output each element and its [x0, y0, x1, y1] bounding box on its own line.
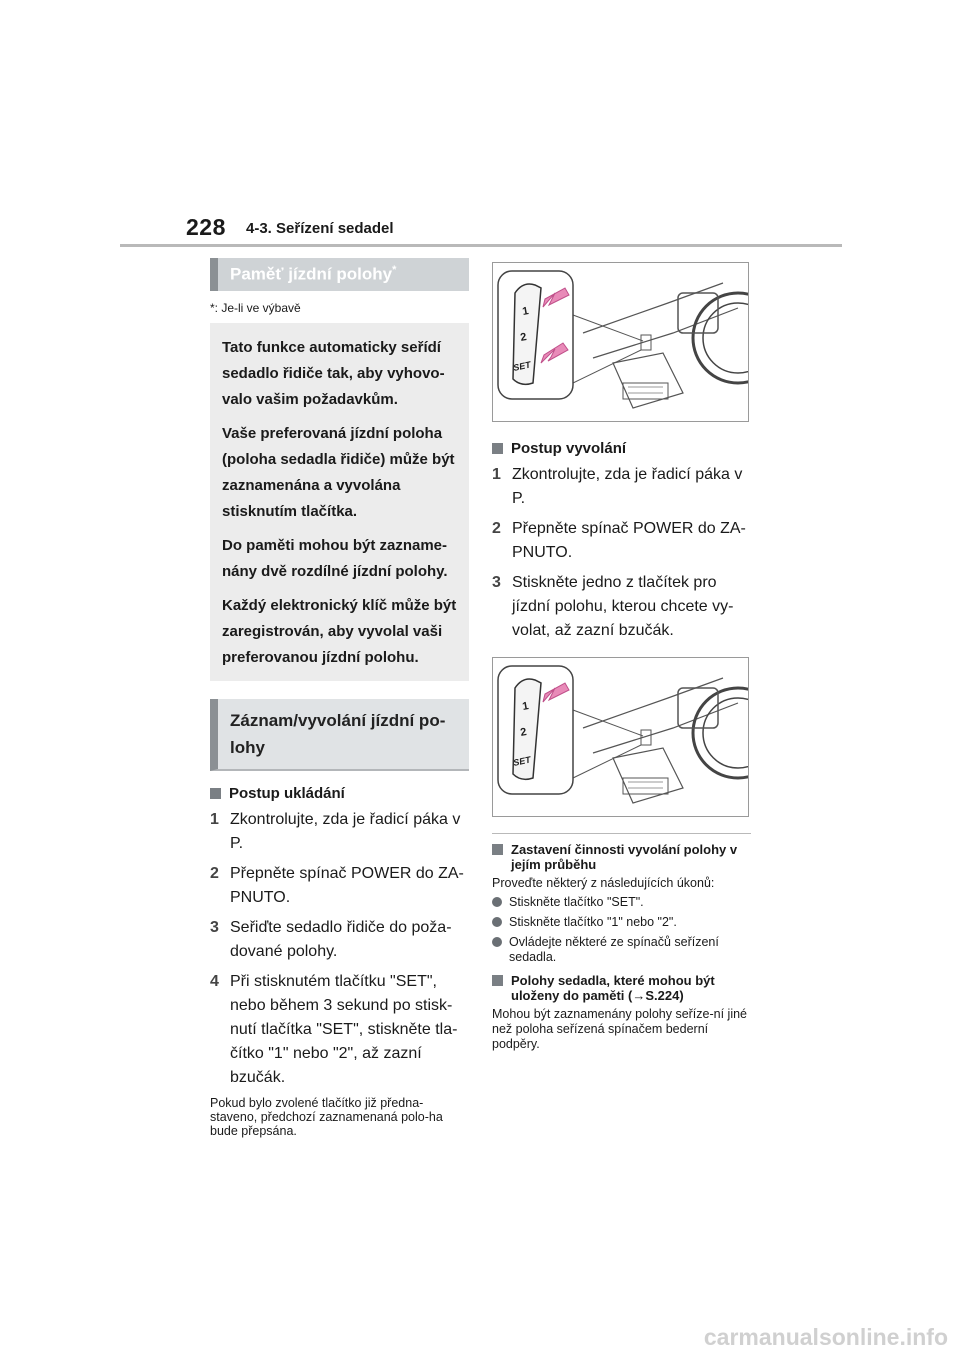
- step-text: Přepněte spínač POWER do ZA-PNUTO.: [230, 864, 464, 906]
- step-item: [210, 862, 469, 910]
- step-item: [492, 463, 751, 511]
- save-steps: [210, 808, 469, 1090]
- summary-para: Tato funkce automaticky seřídí sedadlo řidiče tak, aby vyhovo-valo vašim požadavkům.: [222, 338, 445, 408]
- step-item: [492, 571, 751, 643]
- summary-para: Každý elektronický klíč může být zaregistrován, aby vyvolal vaši preferovanou jízdní polohu.: [222, 596, 457, 666]
- step-number: 1: [492, 466, 501, 483]
- equipment-footnote: *: Je-li ve výbavě: [210, 300, 301, 315]
- square-bullet-icon: [210, 788, 221, 799]
- recall-procedure-heading: [492, 440, 751, 457]
- summary-para: Do paměti mohou být zazname-nány dvě rozdílné jízdní polohy.: [222, 536, 448, 580]
- step-text: Seřiďte sedadlo řidiče do poža-dované polohy.: [230, 918, 452, 960]
- stop-recall-label: Zastavení činnosti vyvolání polohy v jejím průběhu: [511, 842, 738, 872]
- stop-recall-heading: [492, 842, 751, 872]
- step-text: Při stisknutém tlačítku "SET", nebo během 3 sekund po stisk-nutí tlačítka "SET", stiskněte tla-čítko "1" nebo "2", až zazní bzučák.: [230, 972, 458, 1086]
- summary-box: [210, 323, 469, 681]
- left-column: [210, 258, 469, 1138]
- save-note: Pokud bylo zvolené tlačítko již předna-staveno, předchozí zaznamenaná polo-ha bude přepsána.: [210, 1095, 443, 1138]
- button-1-label: 1: [521, 700, 530, 713]
- bullet-dot-icon: [492, 917, 502, 927]
- memory-positions-heading: [492, 973, 751, 1003]
- memory-title-text: Paměť jízdní polohy: [230, 264, 393, 284]
- memory-box-title: [210, 258, 469, 291]
- section-divider: [492, 833, 751, 834]
- memory-buttons-figure: [492, 262, 749, 422]
- step-item: [210, 970, 469, 1090]
- memory-positions-text: Mohou být zaznamenány polohy seříze-ní jiné než poloha seřízená spínačem bederní podpěry.: [492, 1007, 748, 1051]
- set-button-label: SET: [512, 359, 532, 373]
- square-bullet-icon: [492, 975, 503, 986]
- button-2-label: 2: [519, 331, 528, 344]
- bullet-dot-icon: [492, 937, 502, 947]
- step-number: 2: [492, 520, 501, 537]
- step-text: Stiskněte jedno z tlačítek pro jízdní polohu, kterou chcete vy-volat, až zazní bzučák.: [512, 574, 734, 639]
- memory-positions-label: Polohy sedadla, které mohou být uloženy do paměti (→S.224): [511, 973, 715, 1003]
- step-number: 2: [210, 864, 219, 882]
- watermark: carmanualsonline.info: [703, 1324, 948, 1350]
- page-number: 228: [186, 214, 226, 240]
- bullet-dot-icon: [492, 897, 502, 907]
- stop-recall-text: Proveďte některý z následujících úkonů:: [492, 876, 715, 890]
- step-item: [492, 517, 751, 565]
- step-number: 4: [210, 972, 219, 990]
- step-number: 1: [210, 810, 219, 828]
- step-text: Zkontrolujte, zda je řadicí páka v P.: [512, 466, 743, 507]
- step-text: Zkontrolujte, zda je řadicí páka v P.: [230, 810, 461, 852]
- square-bullet-icon: [492, 443, 503, 454]
- door-panel-illustration: [493, 263, 749, 422]
- bullet-item: [492, 915, 751, 930]
- right-column: [492, 262, 751, 1052]
- section-title: 4-3. Seřízení sedadel: [246, 220, 394, 237]
- step-item: [210, 808, 469, 856]
- step-number: 3: [492, 574, 501, 591]
- door-panel-illustration: [493, 658, 749, 817]
- summary-para: Vaše preferovaná jízdní poloha (poloha sedadla řidiče) může být zaznamenána a vyvolána stisknutím tlačítka.: [222, 424, 455, 520]
- set-button-label: SET: [512, 754, 532, 768]
- header-rule: [120, 244, 842, 247]
- save-procedure-heading: [210, 785, 469, 802]
- recall-procedure-label: Postup vyvolání: [511, 440, 627, 457]
- bullet-text: Stiskněte tlačítko "SET".: [509, 895, 644, 909]
- page-header: [0, 0, 960, 250]
- equipment-mark: *: [392, 264, 397, 276]
- bullet-item: [492, 895, 751, 910]
- step-number: 3: [210, 918, 219, 936]
- recall-buttons-figure: [492, 657, 749, 817]
- stop-recall-bullets: [492, 895, 751, 965]
- record-recall-title: Záznam/vyvolání jízdní po-lohy: [210, 699, 469, 771]
- square-bullet-icon: [492, 844, 503, 855]
- bullet-item: [492, 935, 751, 965]
- save-procedure-label: Postup ukládání: [229, 784, 345, 802]
- step-text: Přepněte spínač POWER do ZA-PNUTO.: [512, 520, 746, 561]
- bullet-text: Ovládejte některé ze spínačů seřízení sedadla.: [509, 935, 719, 964]
- step-item: [210, 916, 469, 964]
- recall-steps: [492, 463, 751, 643]
- bullet-text: Stiskněte tlačítko "1" nebo "2".: [509, 915, 677, 929]
- button-1-label: 1: [521, 305, 530, 318]
- button-2-label: 2: [519, 726, 528, 739]
